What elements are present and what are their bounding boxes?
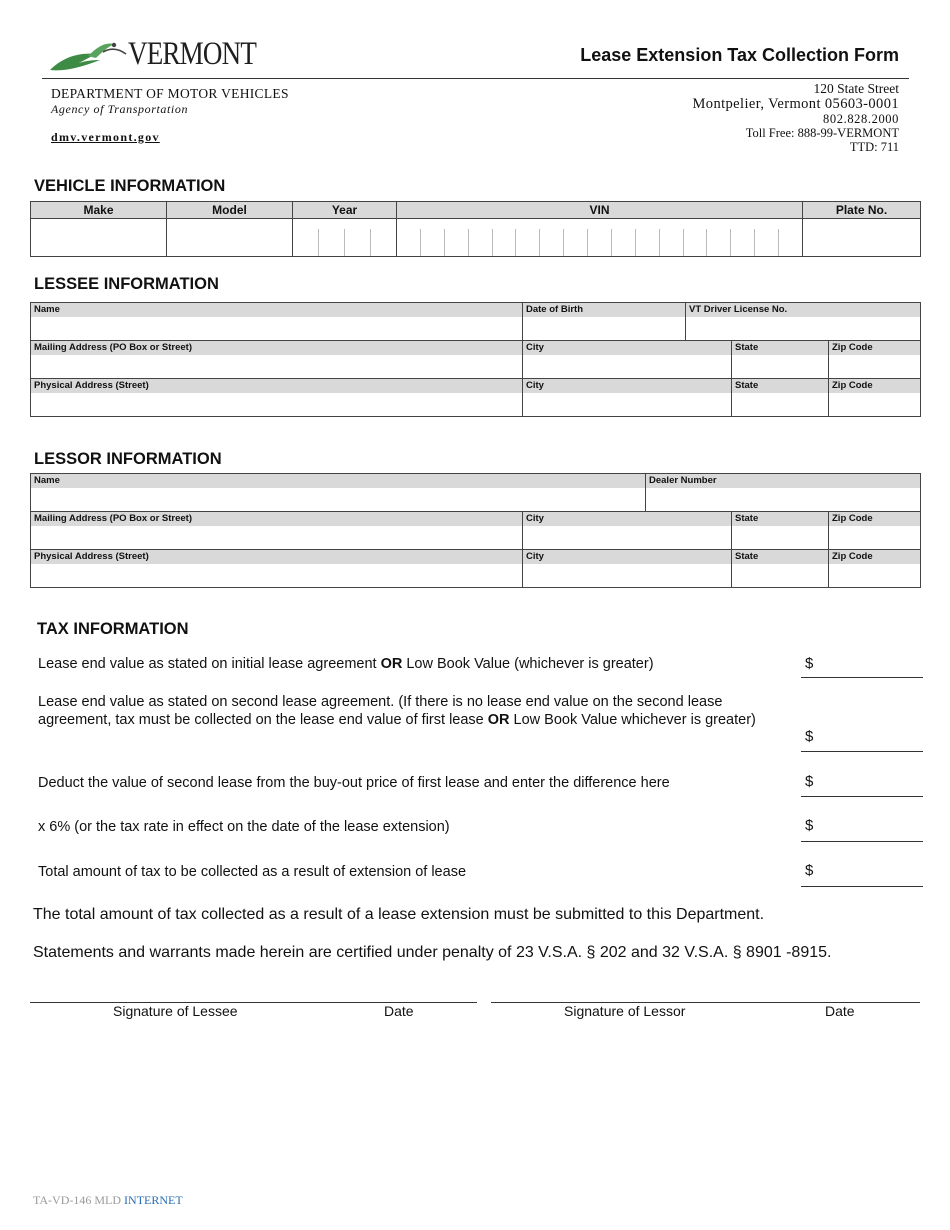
lessee-table bbox=[30, 302, 921, 417]
tax-line-difference: Deduct the value of second lease from the buy-out price of first lease and enter the difference here bbox=[38, 775, 670, 791]
col-make: Make bbox=[31, 202, 167, 219]
lessee-dob-field[interactable]: Date of Birth bbox=[523, 303, 686, 341]
dollar-sign: $ bbox=[805, 817, 814, 834]
dollar-sign: $ bbox=[805, 728, 814, 745]
certification-note: Statements and warrants made herein are certified under penalty of 23 V.S.A. § 202 and 32 V.S.A. § 8901 -8915. bbox=[33, 944, 832, 961]
lessee-license-field[interactable]: VT Driver License No. bbox=[686, 303, 921, 341]
lessee-section-heading: LESSEE INFORMATION bbox=[34, 275, 219, 293]
form-title: Lease Extension Tax Collection Form bbox=[580, 45, 899, 65]
dollar-sign: $ bbox=[805, 862, 814, 879]
col-model: Model bbox=[167, 202, 293, 219]
tax-rate-value-field[interactable] bbox=[801, 841, 923, 842]
difference-value-field[interactable] bbox=[801, 796, 923, 797]
lessee-name-field[interactable]: Name bbox=[31, 303, 523, 341]
lessor-signature-label: Signature of Lessor bbox=[564, 1003, 686, 1019]
tax-line-total: Total amount of tax to be collected as a result of extension of lease bbox=[38, 864, 467, 880]
lessee-physical-address-field[interactable]: Physical Address (Street) bbox=[31, 379, 523, 417]
lessor-signature-field[interactable] bbox=[491, 1002, 920, 1003]
second-lease-value-field[interactable] bbox=[801, 751, 923, 752]
tax-line-second-lease: Lease end value as stated on second lease agreement. (If there is no lease end value on the second lease agreement, tax must be collected on the lease end value of first lease OR Low Book Value whichever is greater) bbox=[38, 694, 756, 728]
lessor-mailing-state-field[interactable]: State bbox=[732, 512, 829, 550]
lessor-mailing-address-field[interactable]: Mailing Address (PO Box or Street) bbox=[31, 512, 523, 550]
address-toll-free: Toll Free: 888-99-VERMONT bbox=[745, 126, 899, 141]
dollar-sign: $ bbox=[805, 655, 814, 672]
lessor-name-field[interactable]: Name bbox=[31, 474, 646, 512]
department-name: DEPARTMENT OF MOTOR VEHICLES bbox=[51, 86, 289, 101]
address-street: 120 State Street bbox=[813, 81, 899, 96]
lessee-signature-label: Signature of Lessee bbox=[113, 1003, 238, 1019]
header-divider bbox=[42, 78, 909, 79]
tax-section-heading: TAX INFORMATION bbox=[37, 620, 189, 638]
lessee-mailing-address-field[interactable]: Mailing Address (PO Box or Street) bbox=[31, 341, 523, 379]
address-ttd: TTD: 711 bbox=[849, 140, 899, 155]
lessee-date-label: Date bbox=[384, 1003, 414, 1019]
lessee-mailing-zip-field[interactable]: Zip Code bbox=[829, 341, 921, 379]
lessor-physical-state-field[interactable]: State bbox=[732, 550, 829, 588]
lessor-date-label: Date bbox=[825, 1003, 855, 1019]
model-field[interactable] bbox=[167, 219, 293, 257]
col-plate: Plate No. bbox=[803, 202, 921, 219]
total-tax-value-field[interactable] bbox=[801, 886, 923, 887]
lessor-mailing-city-field[interactable]: City bbox=[523, 512, 732, 550]
address-city: Montpelier, Vermont 05603-0001 bbox=[692, 96, 899, 113]
dollar-sign: $ bbox=[805, 773, 814, 790]
col-year: Year bbox=[293, 202, 397, 219]
lessee-mailing-city-field[interactable]: City bbox=[523, 341, 732, 379]
address-phone: 802.828.2000 bbox=[823, 112, 899, 127]
initial-lease-value-field[interactable] bbox=[801, 677, 923, 678]
logo-wordmark: VERMONT bbox=[128, 36, 257, 72]
vehicle-table bbox=[30, 201, 921, 257]
submission-note: The total amount of tax collected as a result of a lease extension must be submitted to this Department. bbox=[33, 906, 765, 923]
tax-line-initial-lease: Lease end value as stated on initial lease agreement OR Low Book Value (whichever is greater) bbox=[38, 656, 654, 672]
plate-field[interactable] bbox=[803, 219, 921, 257]
vehicle-section-heading: VEHICLE INFORMATION bbox=[34, 177, 226, 195]
lessor-physical-city-field[interactable]: City bbox=[523, 550, 732, 588]
lessor-section-heading: LESSOR INFORMATION bbox=[34, 450, 222, 468]
vin-field[interactable] bbox=[397, 219, 803, 257]
year-field[interactable] bbox=[293, 219, 397, 257]
lessee-physical-zip-field[interactable]: Zip Code bbox=[829, 379, 921, 417]
col-vin: VIN bbox=[397, 202, 803, 219]
make-field[interactable] bbox=[31, 219, 167, 257]
lessor-dealer-number-field[interactable]: Dealer Number bbox=[646, 474, 921, 512]
agency-name: Agency of Transportation bbox=[51, 102, 189, 116]
lessee-physical-city-field[interactable]: City bbox=[523, 379, 732, 417]
form-code-footer: TA-VD-146 MLD INTERNET bbox=[33, 1193, 183, 1207]
lessee-mailing-state-field[interactable]: State bbox=[732, 341, 829, 379]
department-address bbox=[693, 81, 899, 154]
tax-line-rate: x 6% (or the tax rate in effect on the date of the lease extension) bbox=[38, 819, 450, 835]
lessor-mailing-zip-field[interactable]: Zip Code bbox=[829, 512, 921, 550]
lessee-physical-state-field[interactable]: State bbox=[732, 379, 829, 417]
lessor-physical-address-field[interactable]: Physical Address (Street) bbox=[31, 550, 523, 588]
lessor-table bbox=[30, 473, 921, 588]
lessor-physical-zip-field[interactable]: Zip Code bbox=[829, 550, 921, 588]
website-link[interactable]: dmv.vermont.gov bbox=[51, 130, 160, 144]
